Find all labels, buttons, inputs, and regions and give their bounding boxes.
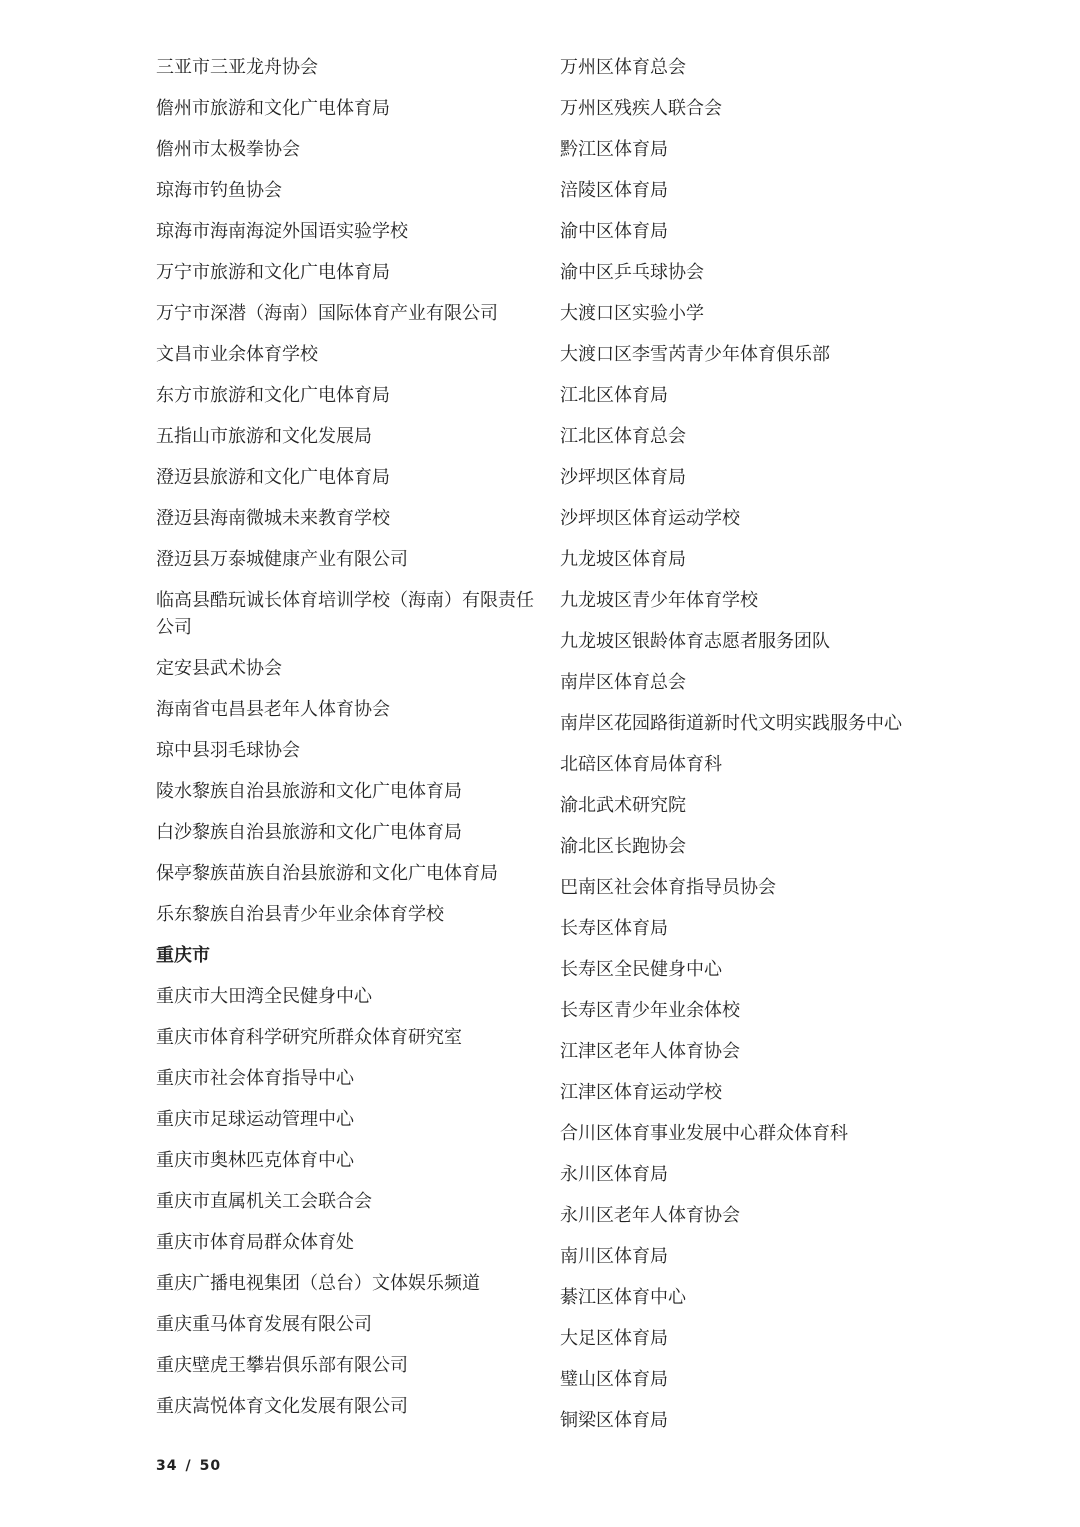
list-item: 江津区体育运动学校 [560, 1082, 722, 1103]
list-item: 重庆市大田湾全民健身中心 [156, 986, 372, 1007]
list-item: 渝北区长跑协会 [560, 836, 686, 857]
list-item: 重庆重马体育发展有限公司 [156, 1314, 372, 1335]
page-number [156, 1458, 221, 1474]
list-item: 定安县武术协会 [156, 658, 282, 679]
right-column-list [560, 47, 960, 1441]
list-item: 江北区体育总会 [560, 426, 686, 447]
list-item: 重庆市直属机关工会联合会 [156, 1191, 372, 1212]
list-item: 江津区老年人体育协会 [560, 1041, 740, 1062]
list-item: 长寿区青少年业余体校 [560, 1000, 740, 1021]
list-item: 琼海市钓鱼协会 [156, 180, 282, 201]
list-item: 万州区体育总会 [560, 57, 686, 78]
list-item: 临高县酷玩诚长体育培训学校（海南）有限责任公司 [156, 590, 534, 638]
list-item: 渝中区体育局 [560, 221, 668, 242]
list-item: 渝中区乒乓球协会 [560, 262, 704, 283]
list-item: 万州区残疾人联合会 [560, 98, 722, 119]
list-item: 东方市旅游和文化广电体育局 [156, 385, 390, 406]
list-item: 万宁市深潜（海南）国际体育产业有限公司 [156, 303, 498, 324]
list-item: 九龙坡区银龄体育志愿者服务团队 [560, 631, 830, 652]
list-item: 南岸区花园路街道新时代文明实践服务中心 [560, 713, 902, 734]
list-item: 重庆嵩悦体育文化发展有限公司 [156, 1396, 408, 1417]
section-heading: 重庆市 [156, 945, 210, 966]
list-item: 陵水黎族自治县旅游和文化广电体育局 [156, 781, 462, 802]
list-item: 重庆壁虎王攀岩俱乐部有限公司 [156, 1355, 408, 1376]
list-item: 万宁市旅游和文化广电体育局 [156, 262, 390, 283]
left-column-list [156, 47, 536, 1427]
list-item: 琼海市海南海淀外国语实验学校 [156, 221, 408, 242]
list-item: 重庆市社会体育指导中心 [156, 1068, 354, 1089]
page-separator: / [185, 1458, 192, 1474]
list-item: 大渡口区实验小学 [560, 303, 704, 324]
list-item: 南岸区体育总会 [560, 672, 686, 693]
list-item: 重庆市体育科学研究所群众体育研究室 [156, 1027, 462, 1048]
list-item: 大足区体育局 [560, 1328, 668, 1349]
list-item: 北碚区体育局体育科 [560, 754, 722, 775]
list-item: 江北区体育局 [560, 385, 668, 406]
list-item: 三亚市三亚龙舟协会 [156, 57, 318, 78]
list-item: 巴南区社会体育指导员协会 [560, 877, 776, 898]
list-item: 铜梁区体育局 [560, 1410, 668, 1431]
list-item: 九龙坡区青少年体育学校 [560, 590, 758, 611]
list-item: 五指山市旅游和文化发展局 [156, 426, 372, 447]
list-item: 南川区体育局 [560, 1246, 668, 1267]
list-item: 合川区体育事业发展中心群众体育科 [560, 1123, 848, 1144]
list-item: 重庆广播电视集团（总台）文体娱乐频道 [156, 1273, 480, 1294]
list-item: 长寿区体育局 [560, 918, 668, 939]
list-item: 儋州市太极拳协会 [156, 139, 300, 160]
page-total: 50 [199, 1458, 222, 1474]
list-item: 綦江区体育中心 [560, 1287, 686, 1308]
list-item: 渝北武术研究院 [560, 795, 686, 816]
list-item: 沙坪坝区体育运动学校 [560, 508, 740, 529]
list-item: 黔江区体育局 [560, 139, 668, 160]
list-item: 儋州市旅游和文化广电体育局 [156, 98, 390, 119]
list-item: 澄迈县万泰城健康产业有限公司 [156, 549, 408, 570]
list-item: 大渡口区李雪芮青少年体育俱乐部 [560, 344, 830, 365]
list-item: 乐东黎族自治县青少年业余体育学校 [156, 904, 444, 925]
list-item: 澄迈县海南微城未来教育学校 [156, 508, 390, 529]
list-item: 永川区老年人体育协会 [560, 1205, 740, 1226]
list-item: 澄迈县旅游和文化广电体育局 [156, 467, 390, 488]
list-item: 永川区体育局 [560, 1164, 668, 1185]
list-item: 重庆市足球运动管理中心 [156, 1109, 354, 1130]
list-item: 九龙坡区体育局 [560, 549, 686, 570]
list-item: 长寿区全民健身中心 [560, 959, 722, 980]
list-item: 重庆市奥林匹克体育中心 [156, 1150, 354, 1171]
list-item: 白沙黎族自治县旅游和文化广电体育局 [156, 822, 462, 843]
list-item: 海南省屯昌县老年人体育协会 [156, 699, 390, 720]
list-item: 沙坪坝区体育局 [560, 467, 686, 488]
list-item: 文昌市业余体育学校 [156, 344, 318, 365]
list-item: 璧山区体育局 [560, 1369, 668, 1390]
list-item: 琼中县羽毛球协会 [156, 740, 300, 761]
list-item: 保亭黎族苗族自治县旅游和文化广电体育局 [156, 863, 498, 884]
page-current: 34 [156, 1458, 178, 1474]
list-item: 涪陵区体育局 [560, 180, 668, 201]
list-item: 重庆市体育局群众体育处 [156, 1232, 354, 1253]
